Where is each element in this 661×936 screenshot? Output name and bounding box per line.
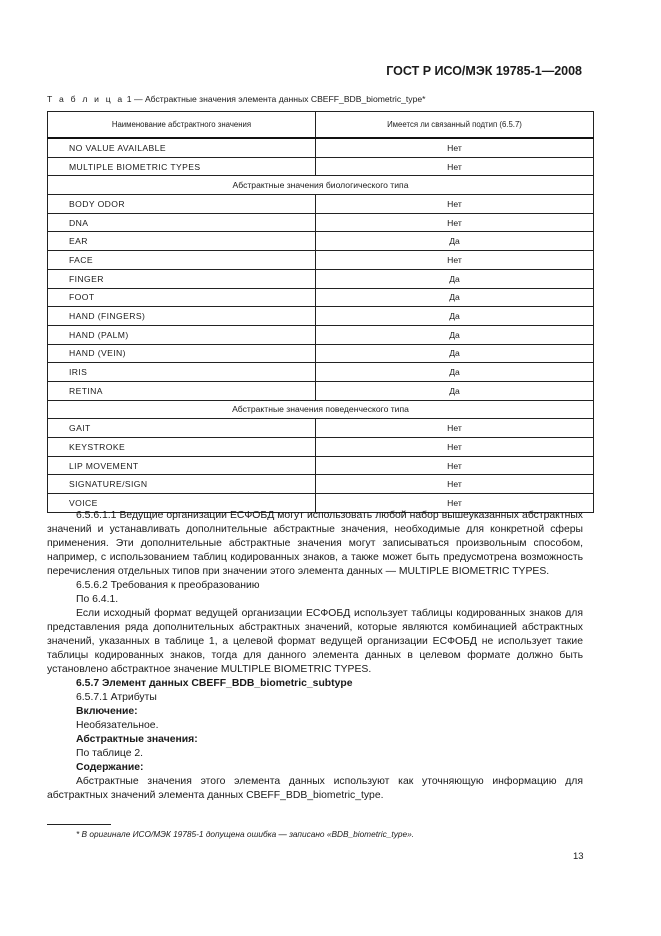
heading-6-5-6-2: 6.5.6.2 Требования к преобразованию: [76, 580, 260, 591]
standard-header: ГОСТ Р ИСО/МЭК 19785-1—2008: [386, 64, 582, 78]
table-row: HAND (FINGERS) Да: [48, 307, 594, 326]
table-row: SIGNATURE/SIGN Нет: [48, 475, 594, 494]
table-row: LIP MOVEMENT Нет: [48, 456, 594, 475]
group-row-biological: Абстрактные значения биологического типа: [48, 176, 594, 195]
table-caption: [47, 94, 426, 104]
table-row: HAND (VEIN) Да: [48, 344, 594, 363]
table-row: FOOT Да: [48, 288, 594, 307]
page-number: 13: [573, 851, 584, 862]
value-content: Абстрактные значения этого элемента данных используют как уточняющую информацию для абстрактных значений элемента данных CBEFF_BDB_biometric_type.: [47, 776, 583, 801]
heading-6-5-7-1: 6.5.7.1 Атрибуты: [76, 692, 157, 703]
column-header-subtype: Имеется ли связанный подтип (6.5.7): [316, 112, 594, 139]
table-row: IRIS Да: [48, 363, 594, 382]
table-row: RETINA Да: [48, 381, 594, 400]
table-row: FACE Нет: [48, 251, 594, 270]
value-inclusion: Необязательное.: [76, 720, 159, 731]
table-row: FINGER Да: [48, 269, 594, 288]
paragraph-6-5-6-1-1: 6.5.6.1.1 Ведущие организации ЕСФОБД могут использовать любой набор вышеуказанных абстрактных значений и устанавливать дополнительные абстрактные значения, необходимые для конкретной сферы применения. Эти дополнительные абстрактные значения могут записываться произвольным способом, например, с использованием таблиц кодированных знаков, а также может быть предусмотрена возможность перечисления отдельных типов при значении этого элемента данных — MULTIPLE BIOMETRIC TYPES.: [47, 510, 583, 577]
table-row: MULTIPLE BIOMETRIC TYPES Нет: [48, 157, 594, 176]
table-row: EAR Да: [48, 232, 594, 251]
table-row: DNA Нет: [48, 213, 594, 232]
table-caption-text: 1 — Абстрактные значения элемента данных CBEFF_BDB_biometric_type*: [124, 94, 426, 104]
label-abstract-values: Абстрактные значения:: [76, 734, 198, 745]
body-text: [47, 509, 583, 803]
table-row: KEYSTROKE Нет: [48, 438, 594, 457]
table-row: HAND (PALM) Да: [48, 325, 594, 344]
table-row: GAIT Нет: [48, 419, 594, 438]
column-header-name: Наименование абстрактного значения: [48, 112, 316, 139]
table-row: BODY ODOR Нет: [48, 195, 594, 214]
paragraph-conversion: Если исходный формат ведущей организации ЕСФОБД использует таблицы кодированных знаков для представления ряда дополнительных абстрактных значений, которые являются комбинацией абстрактных значений, указанных в таблице 1, а целевой формат ведущей организации ЕСФОБД не использует такие таблицы кодированных знаков, тогда для данного элемента данных в целевом формате должно быть установлено абстрактное значение MULTIPLE BIOMETRIC TYPES.: [47, 608, 583, 675]
value-abstract-values: По таблице 2.: [76, 748, 144, 759]
heading-6-5-7: 6.5.7 Элемент данных CBEFF_BDB_biometric_subtype: [76, 678, 353, 689]
footnote: * В оригинале ИСО/МЭК 19785-1 допущена ошибка — записано «BDB_biometric_type».: [76, 829, 414, 839]
table-row: NO VALUE AVAILABLE Нет: [48, 138, 594, 157]
footnote-divider: [47, 824, 111, 825]
table-header-row: [48, 112, 594, 139]
abstract-values-table: [47, 111, 594, 513]
paragraph-ref: По 6.4.1.: [76, 594, 119, 605]
label-content: Содержание:: [76, 762, 144, 773]
group-row-behavioral: Абстрактные значения поведенческого типа: [48, 400, 594, 419]
label-inclusion: Включение:: [76, 706, 138, 717]
table-row: VOICE Нет: [48, 494, 594, 513]
table-caption-label: Т а б л и ц а: [47, 94, 125, 104]
